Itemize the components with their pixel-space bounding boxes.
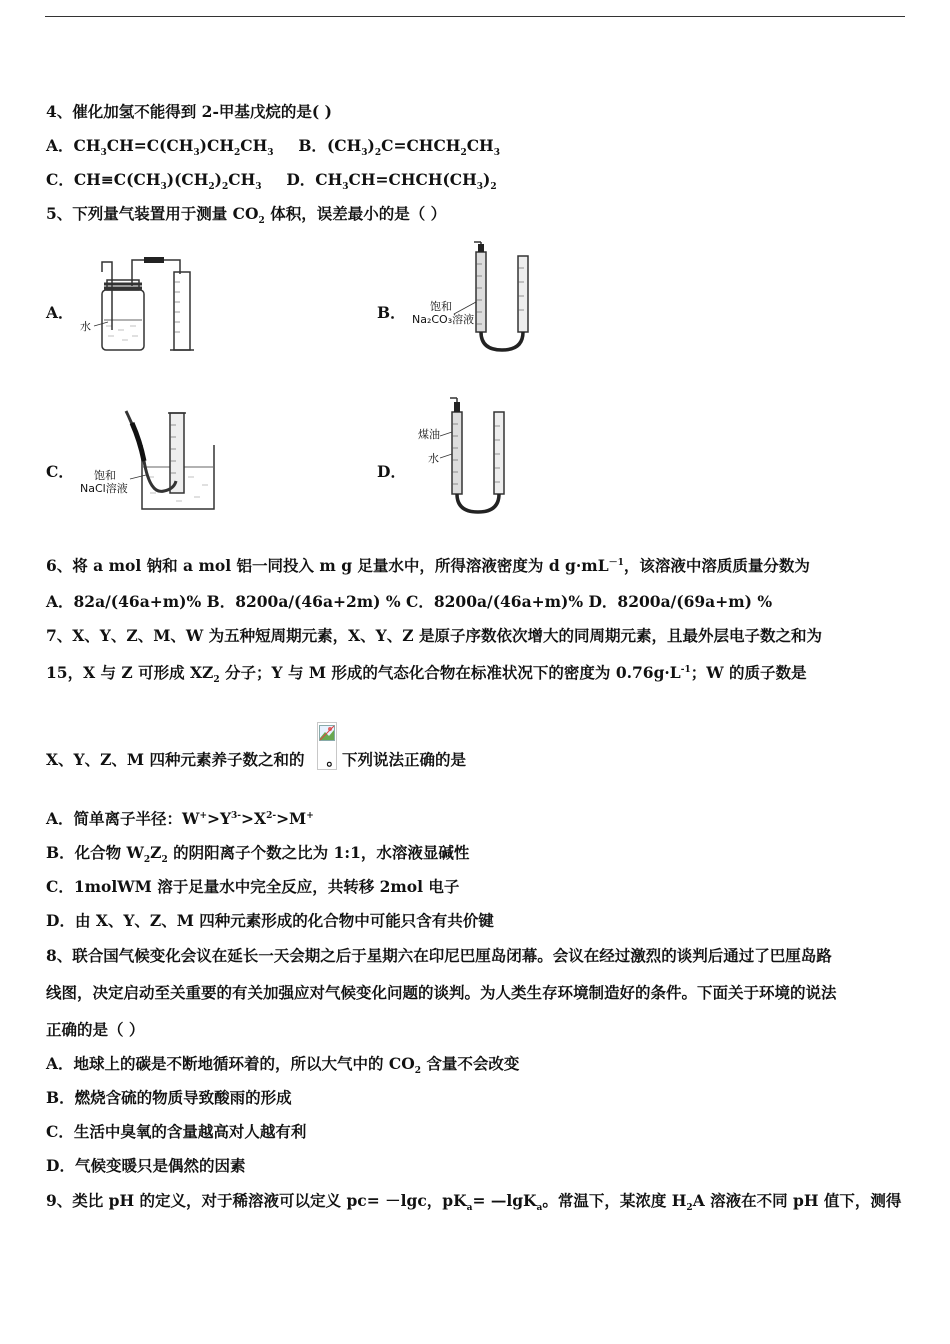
q8-option-a: A．地球上的碳是不断地循环着的，所以大气中的 $CO_2$ 含量不会改变 [46, 1054, 520, 1077]
q6-stem: 6、将 a mol 钠和 a mol 铝一同投入 m g 足量水中，所得溶液密度为 d $g\cdot mL^{-1}$，该溶液中溶质质量分数为 [46, 556, 810, 575]
q7-stem-line3: X、Y、Z、M 四种元素养子数之和的 。下列说法正确的是 [46, 750, 466, 769]
q5-option-b-label: B． [377, 303, 406, 322]
q4-stem: 4、催化加氢不能得到 2-甲基戊烷的是( ) [46, 102, 332, 121]
q6-options: A．82a/(46a+m)% B．8200a/(46a+2m) % C．8200a/(46a+m)% D．8200a/(69a+m) % [46, 592, 773, 611]
q5-figure-d [414, 392, 524, 516]
q5-figure-a [72, 250, 202, 354]
q5-figure-b [410, 238, 540, 354]
q5-stem: 5、下列量气装置用于测量 $CO_2$ 体积，误差最小的是（ ） [46, 204, 447, 227]
q7-option-c: C．1molWM 溶于足量水中完全反应，共转移 2mol 电子 [46, 877, 460, 896]
q5-option-c-label: C． [46, 462, 74, 481]
q8-option-b: B．燃烧含硫的物质导致酸雨的形成 [46, 1088, 292, 1107]
fig-c-solution-label [80, 469, 128, 495]
q7-option-b: B．化合物 $W_2Z_2$ 的阴阳离子个数之比为 1:1，水溶液显碱性 [46, 843, 470, 866]
q7-stem-line2: 15，X 与 Z 可形成 $XZ_2$ 分子；Y 与 M 形成的气态化合物在标准状况下的密度为 $0.76g\cdot L^{-1}$；W 的质子数是 [46, 663, 807, 686]
q8-stem-line1: 8、联合国气候变化会议在延长一天会期之后于星期六在印尼巴厘岛闭幕。会议在经过激烈的谈判后通过了巴厘岛路 [46, 946, 832, 965]
q5-option-d-label: D． [377, 462, 406, 481]
q9-stem: 9、类比 pH 的定义，对于稀溶液可以定义 pc= －lgc，$pK_a=$ —lgK$_a$。常温下，某浓度 $H_2A$ 溶液在不同 pH 值下，测得 [46, 1191, 902, 1214]
fig-c-label-line1: 饱和 [94, 469, 116, 482]
q7-option-d: D．由 X、Y、Z、M 四种元素形成的化合物中可能只含有共价键 [46, 911, 494, 930]
broken-image-placeholder [317, 722, 337, 770]
q4-options-cd: C．$CH\equiv C(CH_3)(CH_2)_2CH_3$ D．$CH_3CH=CHCH(CH_3)_2$ [46, 170, 497, 193]
q7-stem-line1: 7、X、Y、Z、M、W 为五种短周期元素，X、Y、Z 是原子序数依次增大的同周期元素，且最外层电子数之和为 [46, 626, 822, 645]
q4-options-ab: A．$CH_3CH=C(CH_3)CH_2CH_3$ B．$(CH_3)_2C=CHCH_2CH_3$ [46, 136, 500, 159]
header-rule [45, 16, 905, 17]
fig-d-oil-label: 煤油 [418, 428, 440, 441]
broken-image-icon [319, 725, 335, 741]
q8-stem-line3: 正确的是（ ） [46, 1020, 145, 1039]
fig-c-label-line2: NaCl溶液 [80, 482, 128, 495]
fig-d-water-label: 水 [428, 452, 439, 465]
fig-b-label-line1: 饱和 [430, 300, 452, 313]
q5-figure-c [76, 405, 221, 513]
fig-b-label-line2: Na₂CO₃溶液 [412, 313, 475, 326]
q7-option-a: A．简单离子半径：$W^+>Y^{3-}>X^{2-}>M^+$ [46, 809, 314, 828]
q8-option-d: D．气候变暖只是偶然的因素 [46, 1156, 246, 1175]
fig-b-solution-label [412, 300, 475, 326]
q8-option-c: C．生活中臭氧的含量越高对人越有利 [46, 1122, 307, 1141]
q8-stem-line2: 线图，决定启动至关重要的有关加强应对气候变化问题的谈判。为人类生存环境制造好的条件。下面关于环境的说法 [46, 983, 837, 1002]
q5-option-a-label: A． [46, 303, 74, 322]
fig-a-water-label: 水 [80, 320, 91, 333]
